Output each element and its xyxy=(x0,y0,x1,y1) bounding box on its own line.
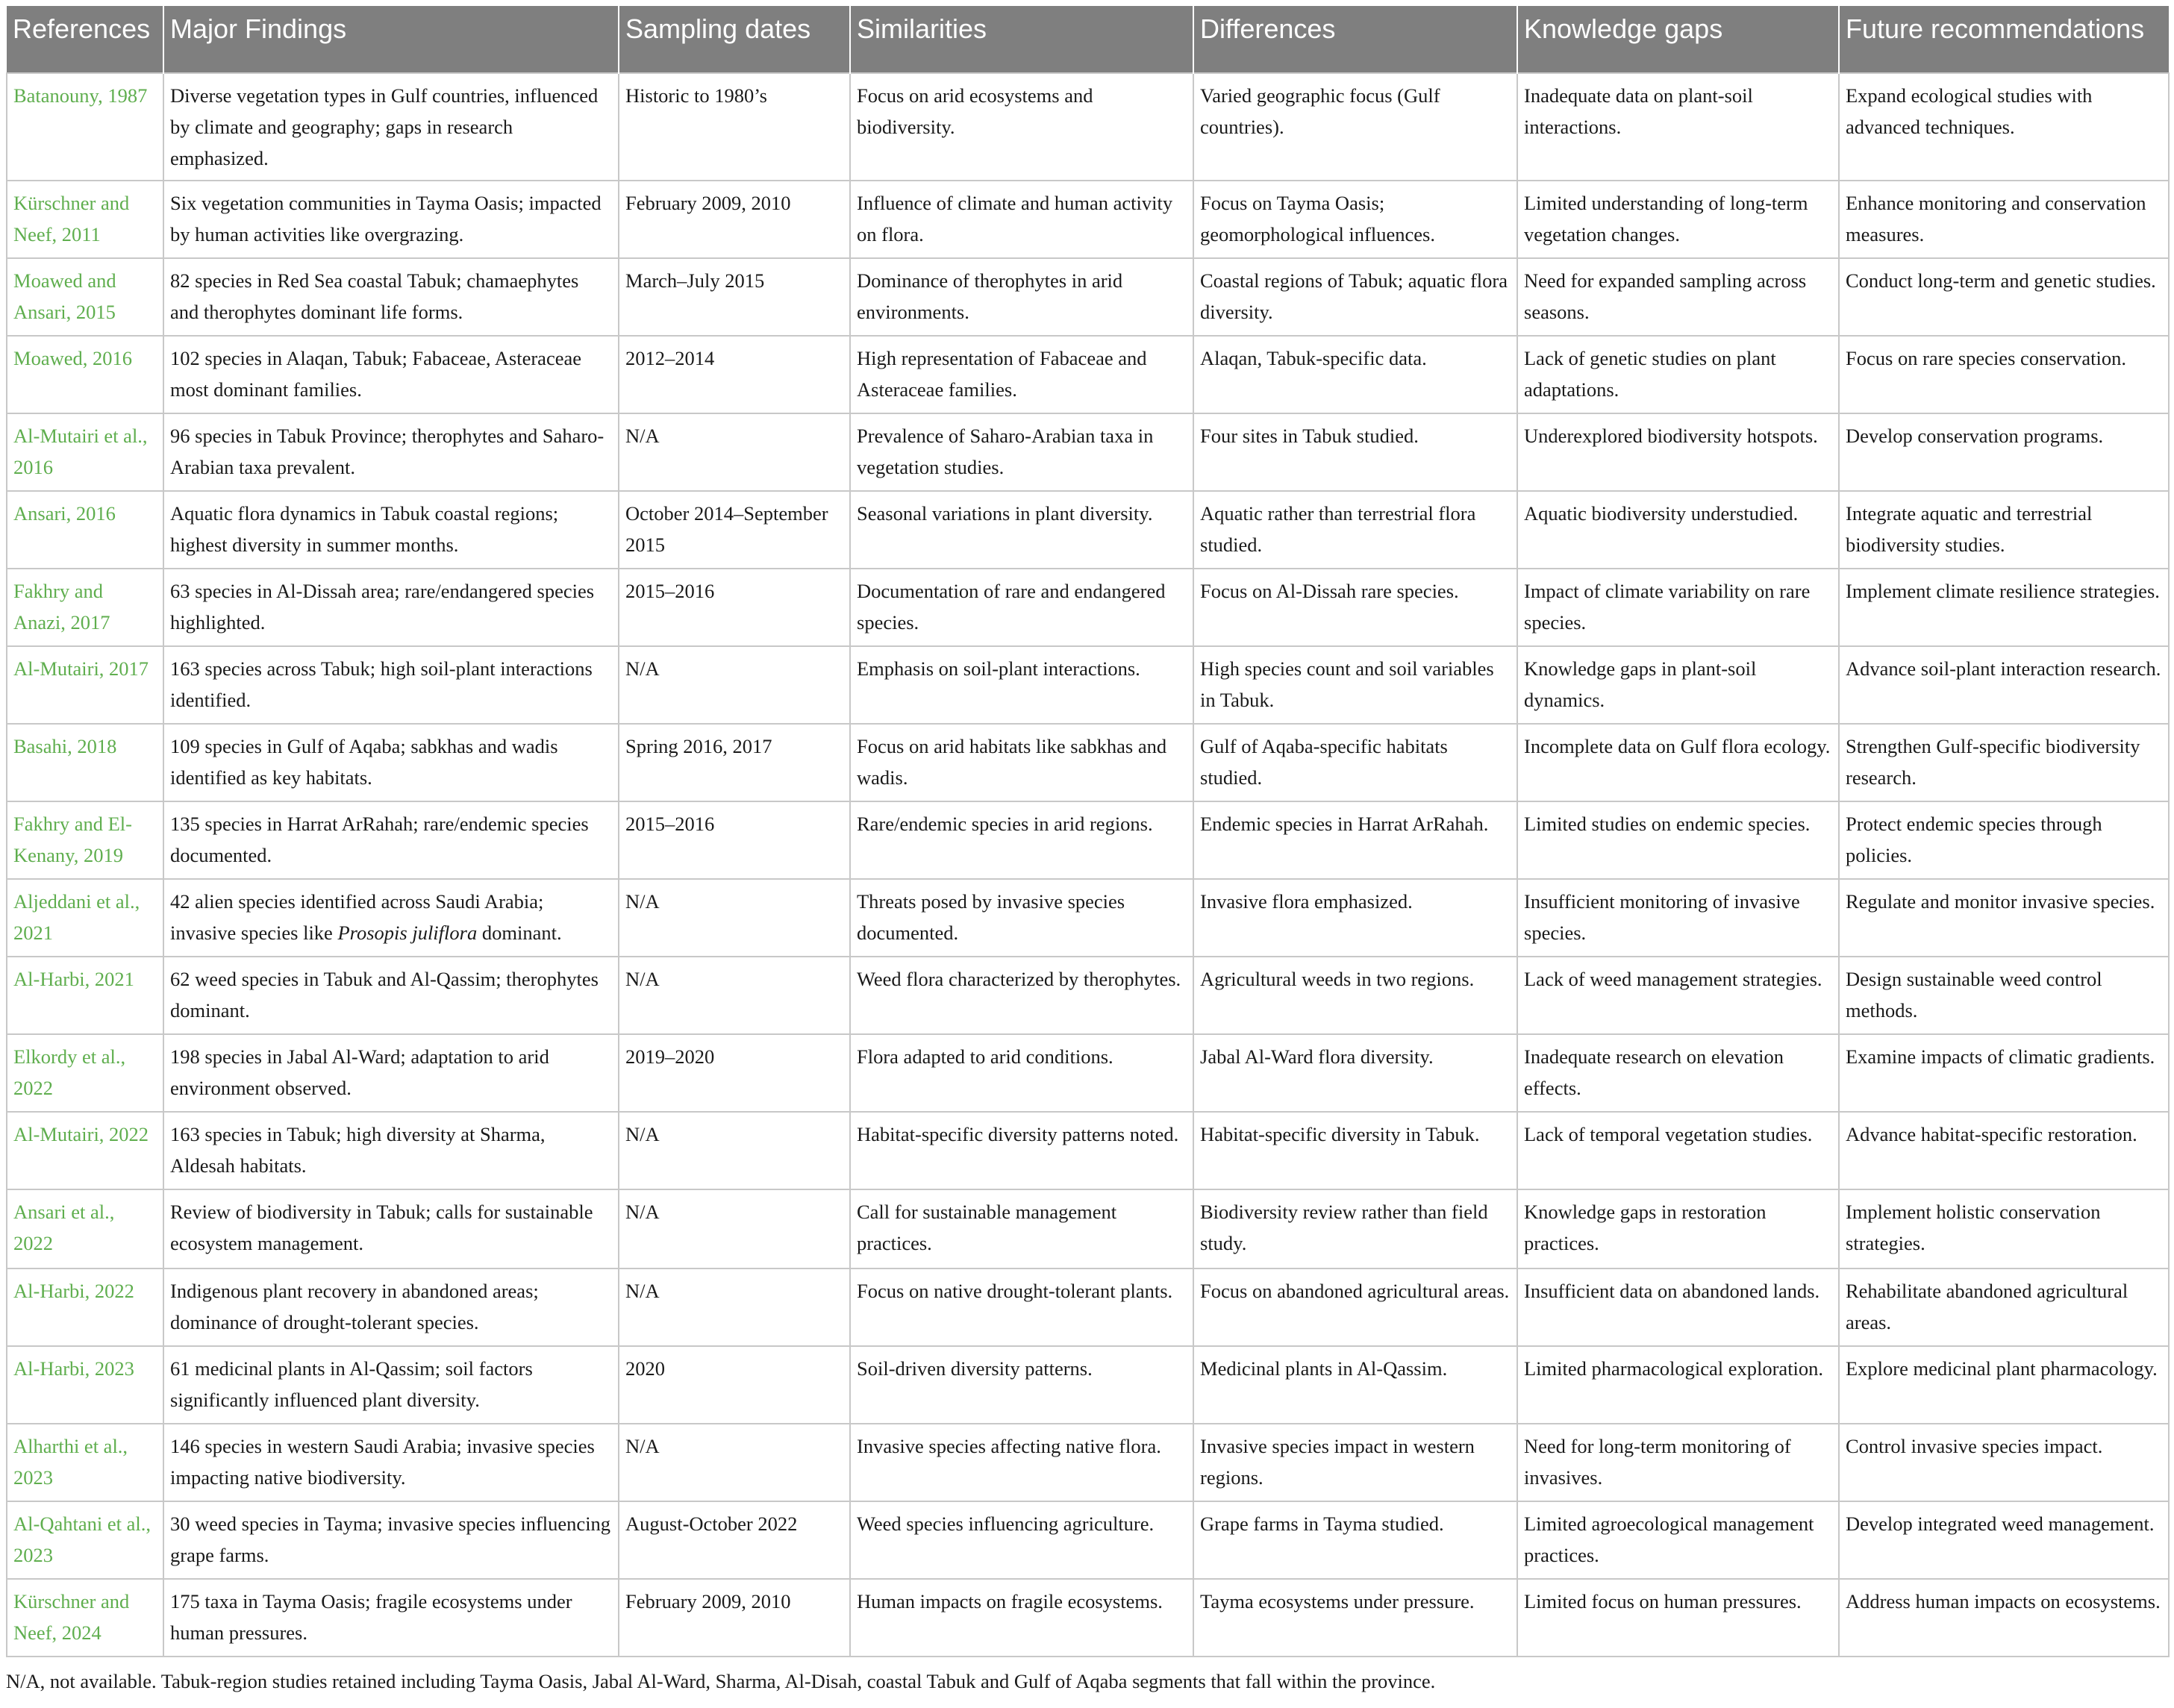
reference-link[interactable]: Moawed, 2016 xyxy=(7,336,163,413)
header-row xyxy=(7,6,2169,73)
reference-link[interactable]: Fakhry and Anazi, 2017 xyxy=(7,569,163,646)
knowledge-gaps-cell: Insufficient monitoring of invasive species. xyxy=(1517,879,1839,957)
header-references: References xyxy=(7,6,163,73)
reference-link[interactable]: Al-Qahtani et al., 2023 xyxy=(7,1501,163,1579)
header-major-findings: Major Findings xyxy=(163,6,619,73)
reference-link[interactable]: Elkordy et al., 2022 xyxy=(7,1034,163,1112)
reference-link[interactable]: Kürschner and Neef, 2011 xyxy=(7,181,163,258)
table-row xyxy=(7,1034,2169,1112)
table-row xyxy=(7,1346,2169,1424)
similarities-cell: Prevalence of Saharo-Arabian taxa in vegetation studies. xyxy=(850,413,1193,491)
sampling-dates-cell: August-October 2022 xyxy=(619,1501,850,1579)
future-recommendations-cell: Examine impacts of climatic gradients. xyxy=(1839,1034,2169,1112)
similarities-cell: Invasive species affecting native flora. xyxy=(850,1424,1193,1501)
sampling-dates-cell: 2019–2020 xyxy=(619,1034,850,1112)
species-name: Prosopis juliflora xyxy=(337,922,478,944)
similarities-cell: Threats posed by invasive species documented. xyxy=(850,879,1193,957)
knowledge-gaps-cell: Limited studies on endemic species. xyxy=(1517,801,1839,879)
reference-link[interactable]: Fakhry and El-Kenany, 2019 xyxy=(7,801,163,879)
table-row xyxy=(7,413,2169,491)
sampling-dates-cell: N/A xyxy=(619,879,850,957)
similarities-cell: Focus on arid ecosystems and biodiversity. xyxy=(850,73,1193,181)
major-findings-cell: Review of biodiversity in Tabuk; calls for sustainable ecosystem management. xyxy=(163,1189,619,1269)
knowledge-gaps-cell: Knowledge gaps in plant-soil dynamics. xyxy=(1517,646,1839,724)
table-row xyxy=(7,957,2169,1034)
similarities-cell: Focus on arid habitats like sabkhas and wadis. xyxy=(850,724,1193,801)
reference-link[interactable]: Batanouny, 1987 xyxy=(7,73,163,181)
knowledge-gaps-cell: Inadequate data on plant-soil interactions. xyxy=(1517,73,1839,181)
differences-cell: High species count and soil variables in Tabuk. xyxy=(1193,646,1517,724)
header-differences: Differences xyxy=(1193,6,1517,73)
reference-link[interactable]: Ansari et al., 2022 xyxy=(7,1189,163,1269)
reference-link[interactable]: Kürschner and Neef, 2024 xyxy=(7,1579,163,1657)
knowledge-gaps-cell: Limited pharmacological exploration. xyxy=(1517,1346,1839,1424)
similarities-cell: Habitat-specific diversity patterns noted. xyxy=(850,1112,1193,1189)
similarities-cell: Influence of climate and human activity on flora. xyxy=(850,181,1193,258)
differences-cell: Invasive species impact in western regions. xyxy=(1193,1424,1517,1501)
future-recommendations-cell: Implement climate resilience strategies. xyxy=(1839,569,2169,646)
reference-link[interactable]: Al-Harbi, 2023 xyxy=(7,1346,163,1424)
knowledge-gaps-cell: Limited understanding of long-term vegetation changes. xyxy=(1517,181,1839,258)
future-recommendations-cell: Develop integrated weed management. xyxy=(1839,1501,2169,1579)
sampling-dates-cell: Historic to 1980’s xyxy=(619,73,850,181)
similarities-cell: Soil-driven diversity patterns. xyxy=(850,1346,1193,1424)
sampling-dates-cell: N/A xyxy=(619,1112,850,1189)
major-findings-cell: Aquatic flora dynamics in Tabuk coastal regions; highest diversity in summer months. xyxy=(163,491,619,569)
major-findings-cell: 198 species in Jabal Al-Ward; adaptation to arid environment observed. xyxy=(163,1034,619,1112)
differences-cell: Gulf of Aqaba-specific habitats studied. xyxy=(1193,724,1517,801)
sampling-dates-cell: N/A xyxy=(619,1189,850,1269)
knowledge-gaps-cell: Lack of temporal vegetation studies. xyxy=(1517,1112,1839,1189)
knowledge-gaps-cell: Need for long-term monitoring of invasives. xyxy=(1517,1424,1839,1501)
similarities-cell: Weed species influencing agriculture. xyxy=(850,1501,1193,1579)
future-recommendations-cell: Strengthen Gulf-specific biodiversity research. xyxy=(1839,724,2169,801)
differences-cell: Aquatic rather than terrestrial flora studied. xyxy=(1193,491,1517,569)
table-row xyxy=(7,181,2169,258)
major-findings-cell: 96 species in Tabuk Province; therophytes and Saharo-Arabian taxa prevalent. xyxy=(163,413,619,491)
knowledge-gaps-cell: Inadequate research on elevation effects. xyxy=(1517,1034,1839,1112)
table-row xyxy=(7,258,2169,336)
table-row xyxy=(7,1579,2169,1657)
future-recommendations-cell: Protect endemic species through policies. xyxy=(1839,801,2169,879)
knowledge-gaps-cell: Insufficient data on abandoned lands. xyxy=(1517,1269,1839,1346)
knowledge-gaps-cell: Knowledge gaps in restoration practices. xyxy=(1517,1189,1839,1269)
sampling-dates-cell: 2020 xyxy=(619,1346,850,1424)
table-row xyxy=(7,724,2169,801)
future-recommendations-cell: Explore medicinal plant pharmacology. xyxy=(1839,1346,2169,1424)
future-recommendations-cell: Expand ecological studies with advanced techniques. xyxy=(1839,73,2169,181)
knowledge-gaps-cell: Impact of climate variability on rare species. xyxy=(1517,569,1839,646)
reference-link[interactable]: Basahi, 2018 xyxy=(7,724,163,801)
table-row xyxy=(7,646,2169,724)
literature-review-table xyxy=(6,6,2170,1657)
sampling-dates-cell: Spring 2016, 2017 xyxy=(619,724,850,801)
major-findings-cell: 61 medicinal plants in Al-Qassim; soil factors significantly influenced plant diversity. xyxy=(163,1346,619,1424)
similarities-cell: High representation of Fabaceae and Asteraceae families. xyxy=(850,336,1193,413)
knowledge-gaps-cell: Incomplete data on Gulf flora ecology. xyxy=(1517,724,1839,801)
similarities-cell: Rare/endemic species in arid regions. xyxy=(850,801,1193,879)
header-future-recommendations: Future recommendations xyxy=(1839,6,2169,73)
sampling-dates-cell: 2015–2016 xyxy=(619,801,850,879)
reference-link[interactable]: Al-Harbi, 2022 xyxy=(7,1269,163,1346)
reference-link[interactable]: Moawed and Ansari, 2015 xyxy=(7,258,163,336)
differences-cell: Focus on Al-Dissah rare species. xyxy=(1193,569,1517,646)
sampling-dates-cell: N/A xyxy=(619,1269,850,1346)
major-findings-cell: Diverse vegetation types in Gulf countries, influenced by climate and geography; gaps in research emphasized. xyxy=(163,73,619,181)
table-row xyxy=(7,1424,2169,1501)
future-recommendations-cell: Design sustainable weed control methods. xyxy=(1839,957,2169,1034)
reference-link[interactable]: Al-Harbi, 2021 xyxy=(7,957,163,1034)
knowledge-gaps-cell: Lack of weed management strategies. xyxy=(1517,957,1839,1034)
knowledge-gaps-cell: Underexplored biodiversity hotspots. xyxy=(1517,413,1839,491)
sampling-dates-cell: October 2014–September 2015 xyxy=(619,491,850,569)
similarities-cell: Dominance of therophytes in arid environments. xyxy=(850,258,1193,336)
differences-cell: Habitat-specific diversity in Tabuk. xyxy=(1193,1112,1517,1189)
table-header xyxy=(7,6,2169,73)
sampling-dates-cell: 2015–2016 xyxy=(619,569,850,646)
similarities-cell: Focus on native drought-tolerant plants. xyxy=(850,1269,1193,1346)
sampling-dates-cell: February 2009, 2010 xyxy=(619,181,850,258)
table-row xyxy=(7,336,2169,413)
major-findings-cell: Six vegetation communities in Tayma Oasis; impacted by human activities like overgrazing. xyxy=(163,181,619,258)
differences-cell: Agricultural weeds in two regions. xyxy=(1193,957,1517,1034)
table-footnote: N/A, not available. Tabuk-region studies retained including Tayma Oasis, Jabal Al-Ward, Sharma, Al-Disah, coastal Tabuk and Gulf of Aqaba segments that fall within the province. xyxy=(6,1670,1436,1692)
differences-cell: Invasive flora emphasized. xyxy=(1193,879,1517,957)
document-page xyxy=(6,0,2168,1695)
similarities-cell: Call for sustainable management practices. xyxy=(850,1189,1193,1269)
future-recommendations-cell: Implement holistic conservation strategies. xyxy=(1839,1189,2169,1269)
sampling-dates-cell: N/A xyxy=(619,646,850,724)
major-findings-cell: 102 species in Alaqan, Tabuk; Fabaceae, Asteraceae most dominant families. xyxy=(163,336,619,413)
knowledge-gaps-cell: Need for expanded sampling across seasons. xyxy=(1517,258,1839,336)
differences-cell: Tayma ecosystems under pressure. xyxy=(1193,1579,1517,1657)
table-row xyxy=(7,1269,2169,1346)
differences-cell: Jabal Al-Ward flora diversity. xyxy=(1193,1034,1517,1112)
future-recommendations-cell: Enhance monitoring and conservation measures. xyxy=(1839,181,2169,258)
table-body xyxy=(7,73,2169,1657)
major-findings-cell xyxy=(163,879,619,957)
reference-link[interactable]: Aljeddani et al., 2021 xyxy=(7,879,163,957)
differences-cell: Varied geographic focus (Gulf countries). xyxy=(1193,73,1517,181)
differences-cell: Alaqan, Tabuk-specific data. xyxy=(1193,336,1517,413)
differences-cell: Biodiversity review rather than field study. xyxy=(1193,1189,1517,1269)
sampling-dates-cell: February 2009, 2010 xyxy=(619,1579,850,1657)
table-row xyxy=(7,491,2169,569)
findings-text: dominant. xyxy=(477,922,562,944)
sampling-dates-cell: March–July 2015 xyxy=(619,258,850,336)
knowledge-gaps-cell: Aquatic biodiversity understudied. xyxy=(1517,491,1839,569)
major-findings-cell: 163 species across Tabuk; high soil-plant interactions identified. xyxy=(163,646,619,724)
major-findings-cell: 62 weed species in Tabuk and Al-Qassim; therophytes dominant. xyxy=(163,957,619,1034)
future-recommendations-cell: Address human impacts on ecosystems. xyxy=(1839,1579,2169,1657)
differences-cell: Focus on abandoned agricultural areas. xyxy=(1193,1269,1517,1346)
header-knowledge-gaps: Knowledge gaps xyxy=(1517,6,1839,73)
major-findings-cell: Indigenous plant recovery in abandoned areas; dominance of drought-tolerant species. xyxy=(163,1269,619,1346)
major-findings-cell: 30 weed species in Tayma; invasive species influencing grape farms. xyxy=(163,1501,619,1579)
table-row xyxy=(7,1501,2169,1579)
future-recommendations-cell: Regulate and monitor invasive species. xyxy=(1839,879,2169,957)
differences-cell: Coastal regions of Tabuk; aquatic flora diversity. xyxy=(1193,258,1517,336)
reference-link[interactable]: Al-Mutairi et al., 2016 xyxy=(7,413,163,491)
major-findings-cell: 109 species in Gulf of Aqaba; sabkhas and wadis identified as key habitats. xyxy=(163,724,619,801)
major-findings-cell: 82 species in Red Sea coastal Tabuk; chamaephytes and therophytes dominant life forms. xyxy=(163,258,619,336)
similarities-cell: Flora adapted to arid conditions. xyxy=(850,1034,1193,1112)
differences-cell: Focus on Tayma Oasis; geomorphological influences. xyxy=(1193,181,1517,258)
similarities-cell: Weed flora characterized by therophytes. xyxy=(850,957,1193,1034)
similarities-cell: Documentation of rare and endangered species. xyxy=(850,569,1193,646)
knowledge-gaps-cell: Lack of genetic studies on plant adaptations. xyxy=(1517,336,1839,413)
header-sampling-dates: Sampling dates xyxy=(619,6,850,73)
reference-link[interactable]: Al-Mutairi, 2022 xyxy=(7,1112,163,1189)
future-recommendations-cell: Advance soil-plant interaction research. xyxy=(1839,646,2169,724)
future-recommendations-cell: Rehabilitate abandoned agricultural areas. xyxy=(1839,1269,2169,1346)
table-row xyxy=(7,801,2169,879)
table-row xyxy=(7,879,2169,957)
future-recommendations-cell: Develop conservation programs. xyxy=(1839,413,2169,491)
similarities-cell: Human impacts on fragile ecosystems. xyxy=(850,1579,1193,1657)
reference-link[interactable]: Ansari, 2016 xyxy=(7,491,163,569)
differences-cell: Grape farms in Tayma studied. xyxy=(1193,1501,1517,1579)
table-row xyxy=(7,569,2169,646)
major-findings-cell: 146 species in western Saudi Arabia; invasive species impacting native biodiversity. xyxy=(163,1424,619,1501)
sampling-dates-cell: N/A xyxy=(619,413,850,491)
differences-cell: Endemic species in Harrat ArRahah. xyxy=(1193,801,1517,879)
sampling-dates-cell: 2012–2014 xyxy=(619,336,850,413)
differences-cell: Four sites in Tabuk studied. xyxy=(1193,413,1517,491)
future-recommendations-cell: Integrate aquatic and terrestrial biodiversity studies. xyxy=(1839,491,2169,569)
header-similarities: Similarities xyxy=(850,6,1193,73)
future-recommendations-cell: Focus on rare species conservation. xyxy=(1839,336,2169,413)
similarities-cell: Seasonal variations in plant diversity. xyxy=(850,491,1193,569)
differences-cell: Medicinal plants in Al-Qassim. xyxy=(1193,1346,1517,1424)
knowledge-gaps-cell: Limited agroecological management practices. xyxy=(1517,1501,1839,1579)
major-findings-cell: 175 taxa in Tayma Oasis; fragile ecosystems under human pressures. xyxy=(163,1579,619,1657)
sampling-dates-cell: N/A xyxy=(619,957,850,1034)
future-recommendations-cell: Conduct long-term and genetic studies. xyxy=(1839,258,2169,336)
major-findings-cell: 163 species in Tabuk; high diversity at Sharma, Aldesah habitats. xyxy=(163,1112,619,1189)
future-recommendations-cell: Advance habitat-specific restoration. xyxy=(1839,1112,2169,1189)
major-findings-cell: 135 species in Harrat ArRahah; rare/endemic species documented. xyxy=(163,801,619,879)
sampling-dates-cell: N/A xyxy=(619,1424,850,1501)
table-row xyxy=(7,1189,2169,1269)
major-findings-cell: 63 species in Al-Dissah area; rare/endangered species highlighted. xyxy=(163,569,619,646)
reference-link[interactable]: Al-Mutairi, 2017 xyxy=(7,646,163,724)
table-row xyxy=(7,1112,2169,1189)
knowledge-gaps-cell: Limited focus on human pressures. xyxy=(1517,1579,1839,1657)
reference-link[interactable]: Alharthi et al., 2023 xyxy=(7,1424,163,1501)
findings-text: 42 alien species identified across Saudi Arabia; invasive species like xyxy=(170,890,544,944)
table-row xyxy=(7,73,2169,181)
similarities-cell: Emphasis on soil-plant interactions. xyxy=(850,646,1193,724)
future-recommendations-cell: Control invasive species impact. xyxy=(1839,1424,2169,1501)
